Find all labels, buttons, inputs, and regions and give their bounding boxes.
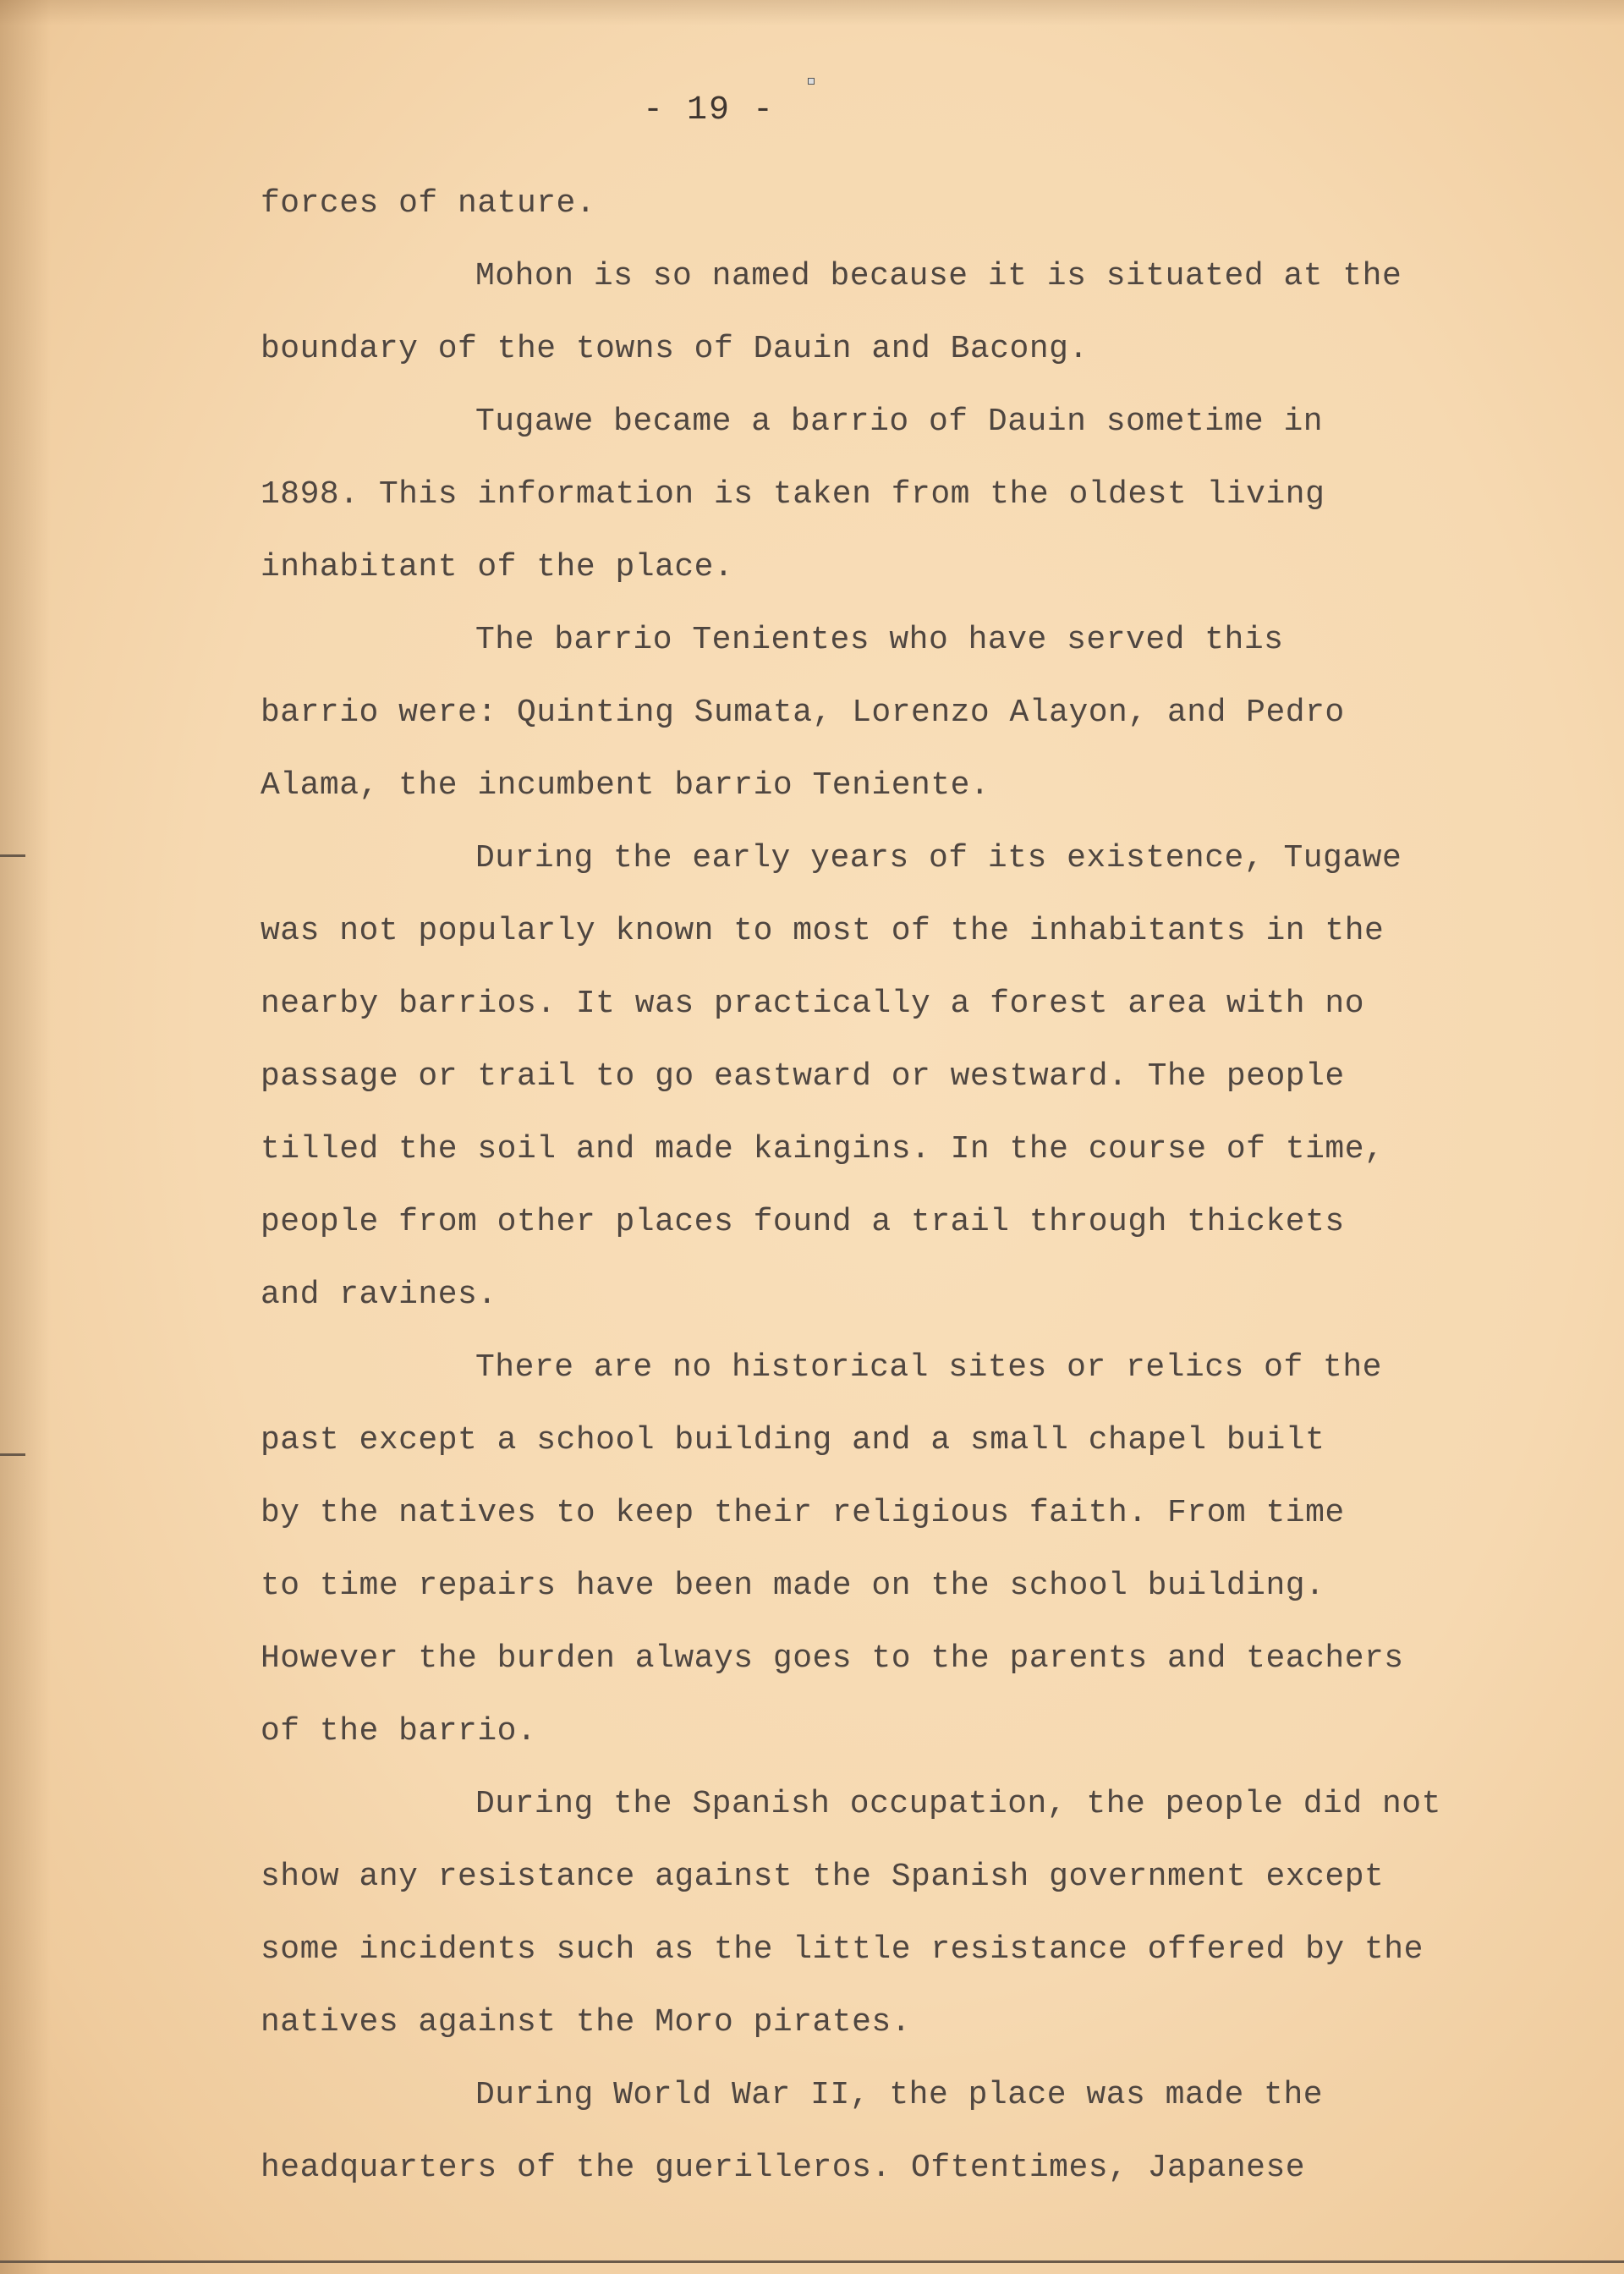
text-line: people from other places found a trail through thickets — [261, 1204, 1345, 1240]
document-body — [261, 168, 1563, 2205]
page-number: - 19 - — [643, 91, 776, 129]
text-line: past except a school building and a small chapel built — [261, 1422, 1325, 1458]
text-line: headquarters of the guerilleros. Oftentimes, Japanese — [261, 2150, 1306, 2186]
text-line: During the Spanish occupation, the people did not — [475, 1786, 1441, 1822]
text-line: show any resistance against the Spanish government except — [261, 1859, 1385, 1895]
text-line: forces of nature. — [261, 185, 596, 222]
text-line: by the natives to keep their religious faith. From time — [261, 1495, 1345, 1531]
page-shadow-top — [0, 0, 1624, 25]
text-line: The barrio Tenientes who have served this — [475, 622, 1284, 658]
text-line: was not popularly known to most of the inhabitants in the — [261, 913, 1385, 949]
paper-speck — [808, 78, 815, 85]
text-line: passage or trail to go eastward or westward. The people — [261, 1058, 1345, 1095]
text-line: some incidents such as the little resistance offered by the — [261, 1931, 1424, 1968]
edge-mark — [0, 854, 25, 857]
text-line: of the barrio. — [261, 1713, 537, 1749]
page-shadow — [0, 0, 51, 2274]
text-line: Alama, the incumbent barrio Teniente. — [261, 767, 990, 804]
text-line: boundary of the towns of Dauin and Bacong. — [261, 331, 1089, 367]
text-line: Mohon is so named because it is situated at the — [475, 258, 1402, 294]
text-line: Tugawe became a barrio of Dauin sometime in — [475, 404, 1324, 440]
text-line: tilled the soil and made kaingins. In the course of time, — [261, 1131, 1385, 1167]
text-line: There are no historical sites or relics of the — [475, 1349, 1382, 1386]
text-line: inhabitant of the place. — [261, 549, 734, 585]
text-line: to time repairs have been made on the school building. — [261, 1568, 1325, 1604]
text-line: 1898. This information is taken from the oldest living — [261, 476, 1325, 513]
text-line: barrio were: Quinting Sumata, Lorenzo Alayon, and Pedro — [261, 695, 1345, 731]
text-line: natives against the Moro pirates. — [261, 2004, 912, 2041]
text-line: However the burden always goes to the parents and teachers — [261, 1640, 1404, 1677]
edge-mark — [0, 1453, 25, 1456]
text-line: nearby barrios. It was practically a forest area with no — [261, 986, 1365, 1022]
page-bottom-rule — [0, 2260, 1624, 2263]
text-line: and ravines. — [261, 1277, 497, 1313]
text-line: During the early years of its existence, Tugawe — [475, 840, 1402, 876]
text-line: During World War II, the place was made the — [475, 2077, 1324, 2113]
